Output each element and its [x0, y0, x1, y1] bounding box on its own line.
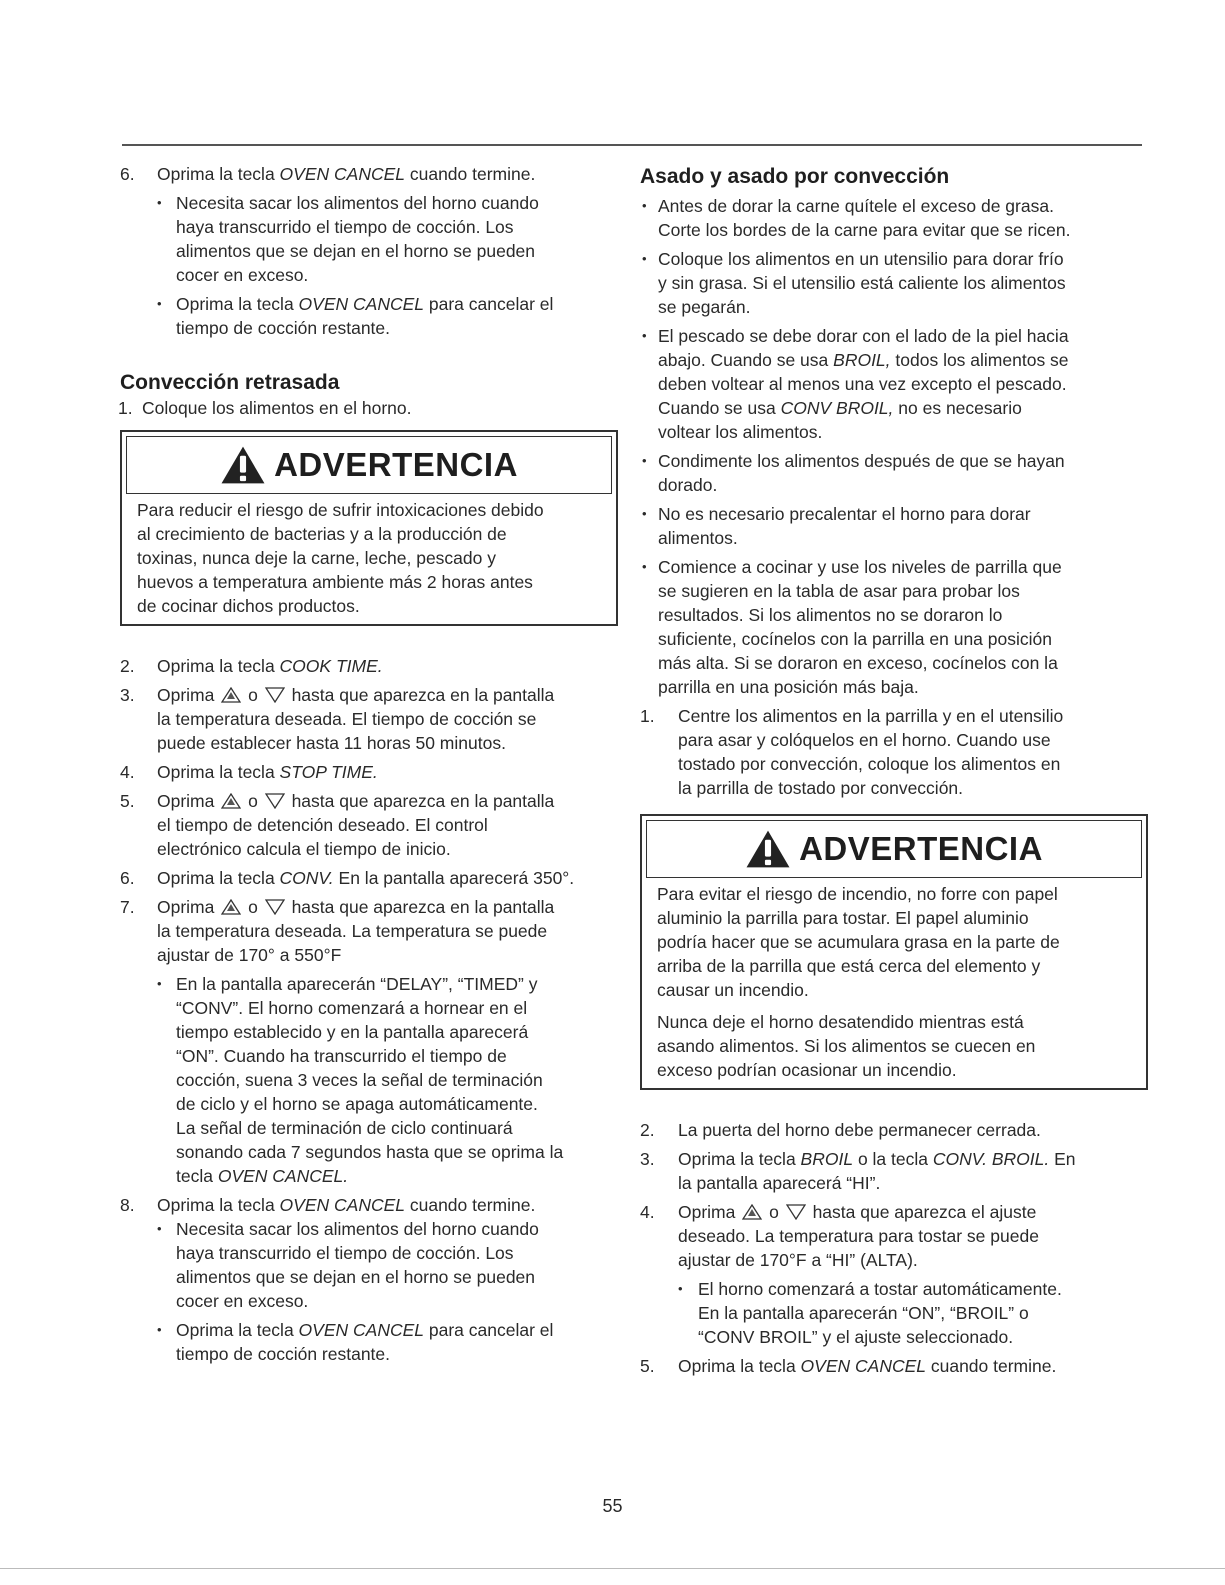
down-arrow-key-icon	[265, 793, 285, 809]
warning-header	[646, 820, 1142, 878]
warning-triangle-icon	[745, 829, 791, 869]
step-8-bullet-1: • Necesita sacar los alimentos del horno cuando haya transcurrido el tiempo de cocción. Los alimentos que se dejan en el horno se pueden cocer en exceso.	[120, 1217, 618, 1313]
page-number: 55	[602, 1496, 623, 1516]
step-2: 2. Oprima la tecla COOK TIME.	[120, 656, 383, 676]
step-6-bullet-1: • Necesita sacar los alimentos del horno cuando haya transcurrido el tiempo de cocción. Los alimentos que se dejan en el horno se pueden cocer en exceso.	[120, 191, 618, 287]
warning-title: ADVERTENCIA	[274, 446, 518, 483]
warning-text: Para evitar el riesgo de incendio, no forre con papel aluminio la parrilla para tostar. El papel aluminio podría hacer que se acumulara grasa en la parte de arriba de la parrilla que está cerca del elemento y causar un incendio. Nunca deje el horno desatendido mientras está asando alimentos. Si los alimentos se cuecen en exceso podrían ocasionar un incendio.	[657, 884, 1060, 1080]
down-arrow-key-icon	[786, 1204, 806, 1220]
page-bottom-edge	[0, 1568, 1225, 1569]
section-heading-convection-delayed: Convección retrasada	[120, 371, 340, 394]
right-column	[640, 162, 1148, 1383]
step-8-bullet-2: • Oprima la tecla OVEN CANCEL para cancelar el tiempo de cocción restante.	[120, 1318, 618, 1366]
broil-tip-4: • Condimente los alimentos después de que se hayan dorado.	[640, 449, 1148, 497]
broil-step-2: 2. La puerta del horno debe permanecer cerrada.	[640, 1120, 1041, 1140]
warning-title: ADVERTENCIA	[799, 830, 1043, 867]
step-7: 7. Oprima o hasta que aparezca en la pantalla la temperatura deseada. La temperatura se puede ajustar de 170° a 550°F	[120, 897, 555, 965]
warning-header	[126, 436, 612, 494]
up-arrow-key-icon	[221, 687, 241, 703]
broil-step-4: 4. Oprima o hasta que aparezca el ajuste deseado. La temperatura para tostar se puede ajustar de 170°F a “HI” (ALTA).	[640, 1202, 1039, 1270]
step-6-bullet-2: • Oprima la tecla OVEN CANCEL para cancelar el tiempo de cocción restante.	[120, 292, 618, 340]
warning-triangle-icon	[220, 445, 266, 485]
broil-tip-2: • Coloque los alimentos en un utensilio para dorar frío y sin grasa. Si el utensilio está caliente los alimentos se pegarán.	[640, 247, 1148, 319]
broil-tip-6: • Comience a cocinar y use los niveles de parrilla que se sugieren en la tabla de asar para probar los resultados. Si los alimentos no se doraron lo suficiente, cocínelos con la parrilla en una posición más alta. Si se doraron en exceso, cocínelos con la parrilla en una posición más baja.	[640, 555, 1148, 699]
step-5: 5. Oprima o hasta que aparezca en la pantalla el tiempo de detención deseado. El control electrónico calcula el tiempo de inicio.	[120, 791, 555, 859]
broil-step-3: 3. Oprima la tecla BROIL o la tecla CONV. BROIL. En la pantalla aparecerá “HI”.	[640, 1149, 1076, 1193]
broil-step-5: 5. Oprima la tecla OVEN CANCEL cuando termine.	[640, 1356, 1057, 1376]
broil-step-1: 1. Centre los alimentos en la parrilla y en el utensilio para asar y colóquelos en el horno. Cuando use tostado por convección, coloque los alimentos en la parrilla de tostado por convección.	[640, 706, 1064, 798]
section-heading-broiling: Asado y asado por convección	[640, 165, 950, 188]
broil-step-4-bullet: • El horno comenzará a tostar automáticamente. En la pantalla aparecerán “ON”, “BROIL” o “CONV BROIL” y el ajuste seleccionado.	[640, 1277, 1148, 1349]
step-8: 8. Oprima la tecla OVEN CANCEL cuando termine.	[120, 1195, 536, 1215]
broil-tip-3: • El pescado se debe dorar con el lado de la piel hacia abajo. Cuando se usa BROIL, todos los alimentos se deben voltear al menos una vez excepto el pescado. Cuando se usa CONV BROIL, no es necesario voltear los alimentos.	[640, 324, 1148, 444]
up-arrow-key-icon	[221, 899, 241, 915]
left-column	[120, 162, 618, 1371]
broil-tip-5: • No es necesario precalentar el horno para dorar alimentos.	[640, 502, 1148, 550]
warning-text: Para reducir el riesgo de sufrir intoxicaciones debido al crecimiento de bacterias y a la producción de toxinas, nunca deje la carne, leche, pescado y huevos a temperatura ambiente más 2 horas antes de cocinar dichos productos.	[137, 500, 544, 616]
warning-box-food-poisoning	[120, 430, 618, 626]
step-6-conv: 6. Oprima la tecla CONV. En la pantalla aparecerá 350°.	[120, 868, 575, 888]
step-6: 6. Oprima la tecla OVEN CANCEL cuando termine.	[120, 164, 536, 184]
broil-tip-1: • Antes de dorar la carne quítele el exceso de grasa. Corte los bordes de la carne para evitar que se ricen.	[640, 194, 1148, 242]
top-rule	[122, 144, 1142, 146]
step-4: 4. Oprima la tecla STOP TIME.	[120, 762, 378, 782]
warning-box-fire	[640, 814, 1148, 1090]
up-arrow-key-icon	[221, 793, 241, 809]
step-3: 3. Oprima o hasta que aparezca en la pantalla la temperatura deseada. El tiempo de cocción se puede establecer hasta 11 horas 50 minutos.	[120, 685, 555, 753]
step-1: 1. Coloque los alimentos en el horno.	[118, 398, 412, 418]
down-arrow-key-icon	[265, 687, 285, 703]
up-arrow-key-icon	[742, 1204, 762, 1220]
down-arrow-key-icon	[265, 899, 285, 915]
step-7-bullet: • En la pantalla aparecerán “DELAY”, “TIMED” y “CONV”. El horno comenzará a hornear en el tiempo establecido y en la pantalla aparecerá “ON”. Cuando ha transcurrido el tiempo de cocción, suena 3 veces la señal de terminación de ciclo y el horno se apaga automáticamente. La señal de terminación de ciclo continuará sonando cada 7 segundos hasta que se oprima la tecla OVEN CANCEL.	[120, 972, 618, 1188]
